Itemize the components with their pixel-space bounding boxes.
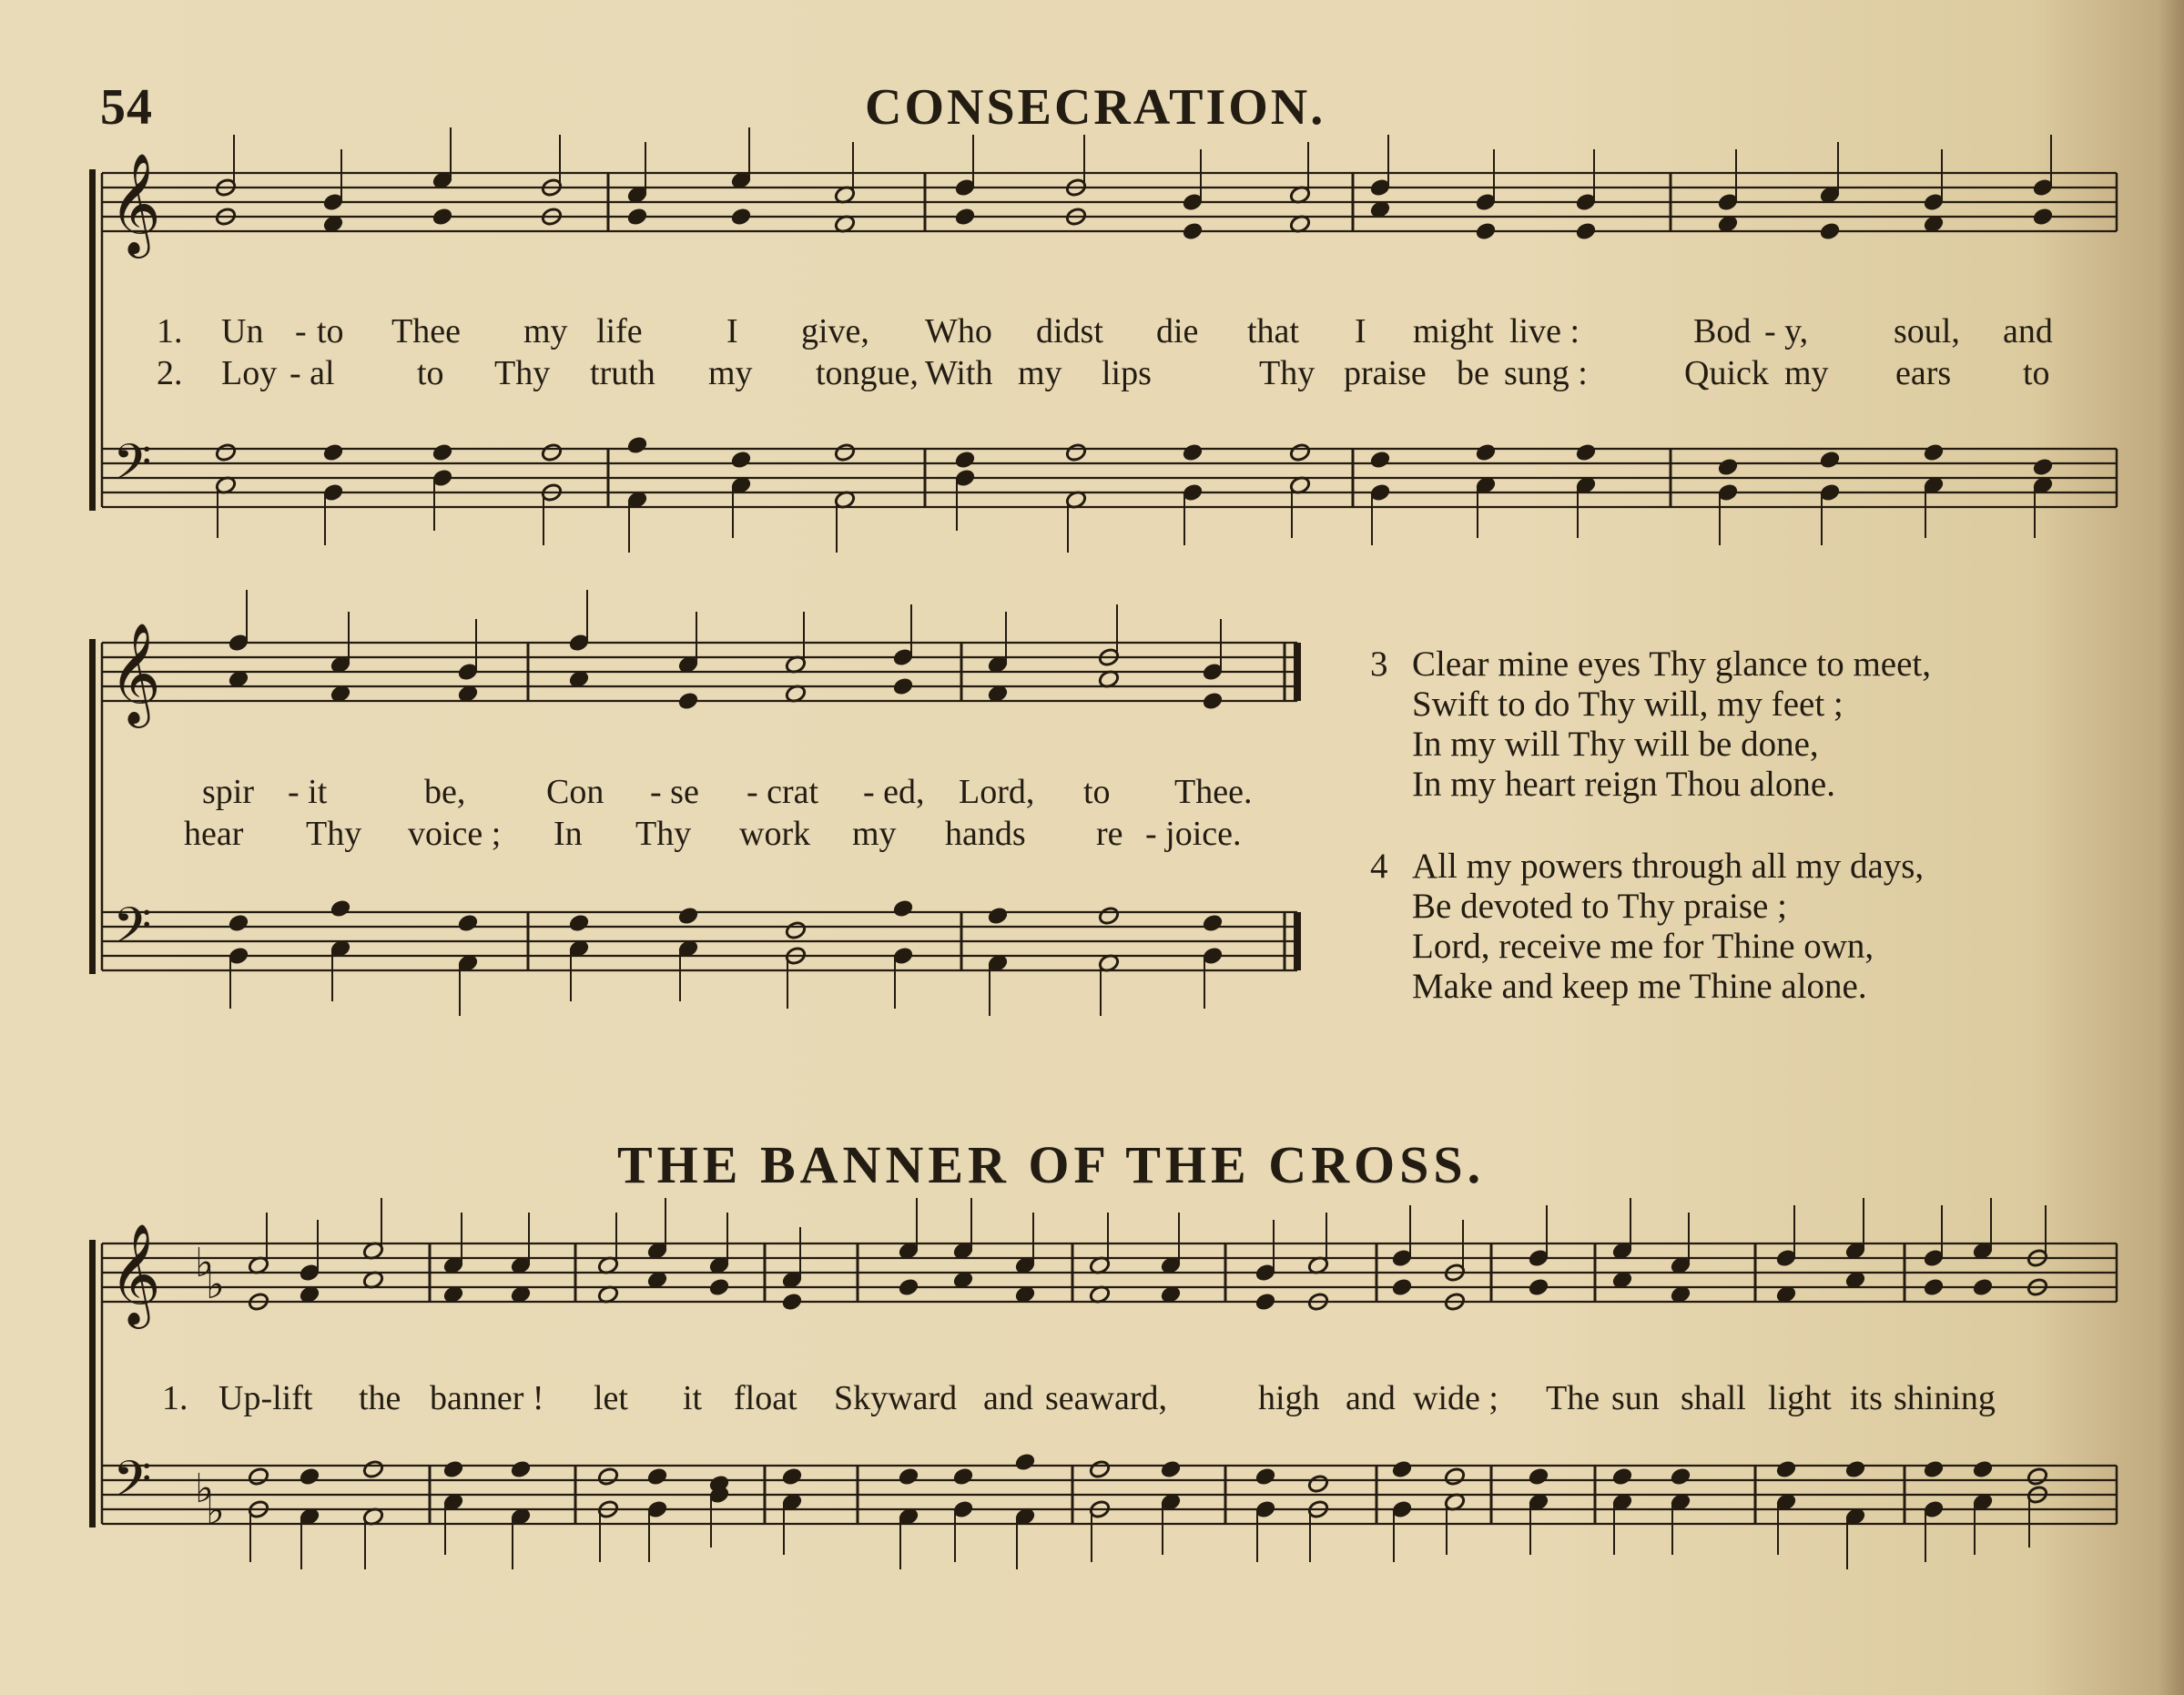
lyric-syllable: to: [2023, 354, 2050, 392]
lyric-syllable: my: [1018, 354, 1062, 392]
half-note: [785, 920, 807, 940]
lyric-syllable: light: [1768, 1379, 1832, 1417]
half-note: [215, 442, 237, 462]
lyric-syllable: let: [594, 1379, 628, 1417]
lyric-syllable: re: [1096, 815, 1123, 853]
lyric-syllable: I: [1355, 312, 1366, 350]
lyric-syllable: shall: [1681, 1379, 1746, 1417]
lyric-syllable: Thy: [635, 815, 692, 853]
quarter-note: [1717, 457, 1739, 477]
lyric-syllable: my: [852, 815, 897, 853]
quarter-note: [228, 913, 249, 933]
quarter-note: [2032, 207, 2054, 227]
quarter-note: [1014, 1452, 1036, 1472]
quarter-note: [457, 913, 479, 933]
quarter-note: [299, 1467, 320, 1487]
quarter-note: [432, 207, 453, 227]
quarter-note: [1182, 442, 1204, 462]
quarter-note: [730, 450, 752, 470]
lyric-syllable: - y,: [1764, 312, 1809, 350]
lyric-syllable: - joice.: [1145, 815, 1242, 853]
quarter-note: [730, 207, 752, 227]
quarter-note: [1819, 450, 1841, 470]
lyric-syllable: Thy: [1259, 354, 1315, 392]
quarter-note: [626, 207, 648, 227]
stanza-line: In my heart reign Thou alone.: [1412, 765, 1835, 804]
system-brace: [89, 169, 96, 511]
half-note: [1289, 442, 1311, 462]
lyric-syllable: work: [739, 815, 811, 853]
half-note: [2027, 1467, 2048, 1487]
half-note: [1089, 1459, 1111, 1479]
quarter-note: [1923, 1277, 1945, 1297]
quarter-note: [954, 207, 976, 227]
quarter-note: [898, 1277, 919, 1297]
half-note: [541, 442, 563, 462]
lyric-syllable: praise: [1344, 354, 1427, 392]
bass-clef-icon: 𝄢: [113, 433, 152, 503]
lyric-syllable: hands: [945, 815, 1026, 853]
flat-sign-icon: ♭: [195, 1240, 214, 1286]
quarter-note: [1202, 691, 1224, 711]
lyric-syllable: banner !: [430, 1379, 544, 1417]
quarter-note: [892, 676, 914, 696]
lyric-syllable: my: [523, 312, 568, 350]
lyric-syllable: seaward,: [1045, 1379, 1167, 1417]
half-note: [248, 1467, 269, 1487]
quarter-note: [1972, 1277, 1994, 1297]
stanza-line: Clear mine eyes Thy glance to meet,: [1412, 645, 1931, 684]
lyric-syllable: Quick: [1684, 354, 1769, 392]
half-note: [1065, 442, 1087, 462]
flat-sign-icon: ♭: [206, 1487, 225, 1534]
quarter-note: [1923, 1459, 1945, 1479]
lyric-syllable: die: [1156, 312, 1199, 350]
lyric-syllable: - it: [288, 773, 328, 811]
lyric-syllable: - al: [290, 354, 335, 392]
quarter-note: [330, 898, 351, 919]
quarter-note: [1775, 1459, 1797, 1479]
lyric-syllable: - ed,: [863, 773, 925, 811]
quarter-note: [510, 1459, 532, 1479]
quarter-note: [952, 1467, 974, 1487]
stanza-line: Swift to do Thy will, my feet ;: [1412, 685, 1844, 724]
quarter-note: [1255, 1292, 1276, 1312]
lyric-syllable: tongue,: [816, 354, 919, 392]
lyric-syllable: the: [359, 1379, 401, 1417]
lyric-syllable: to: [1083, 773, 1111, 811]
lyric-syllable: and: [983, 1379, 1033, 1417]
system-brace: [89, 1240, 96, 1528]
stanza-number: 4: [1370, 847, 1388, 886]
quarter-note: [2032, 457, 2054, 477]
lyric-syllable: - se: [650, 773, 699, 811]
lyric-syllable: give,: [801, 312, 869, 350]
quarter-note: [1202, 913, 1224, 933]
quarter-note: [892, 898, 914, 919]
lyric-syllable: I: [726, 312, 738, 350]
treble-clef-icon: 𝄞: [109, 622, 161, 724]
quarter-note: [646, 1467, 668, 1487]
quarter-note: [442, 1459, 464, 1479]
stanza-line: Be devoted to Thy praise ;: [1412, 887, 1787, 926]
lyric-syllable: Thy: [494, 354, 551, 392]
quarter-note: [1182, 221, 1204, 241]
quarter-note: [1575, 442, 1597, 462]
lyric-syllable: 1.: [162, 1379, 188, 1417]
lyric-syllable: -: [295, 312, 307, 350]
lyric-syllable: to: [417, 354, 444, 392]
quarter-note: [1391, 1459, 1413, 1479]
stanza-number: 3: [1370, 645, 1388, 684]
lyric-syllable: 2.: [157, 354, 183, 392]
lyric-syllable: life: [596, 312, 643, 350]
lyric-syllable: truth: [590, 354, 655, 392]
lyric-syllable: hear: [184, 815, 244, 853]
half-note: [1098, 906, 1120, 926]
lyric-syllable: Lord,: [959, 773, 1035, 811]
quarter-note: [1160, 1459, 1182, 1479]
half-note: [834, 442, 856, 462]
quarter-note: [1528, 1467, 1549, 1487]
page-number: 54: [100, 79, 153, 136]
lyric-syllable: sung :: [1504, 354, 1588, 392]
lyric-syllable: Un: [221, 312, 264, 350]
flat-sign-icon: ♭: [206, 1262, 225, 1308]
lyric-syllable: that: [1247, 312, 1299, 350]
quarter-note: [1844, 1459, 1866, 1479]
quarter-note: [677, 906, 699, 926]
quarter-note: [954, 450, 976, 470]
lyric-syllable: soul,: [1894, 312, 1960, 350]
quarter-note: [677, 691, 699, 711]
lyric-syllable: - crat: [747, 773, 819, 811]
quarter-note: [781, 1467, 803, 1487]
lyric-syllable: Thee: [391, 312, 461, 350]
hymn-title-banner-of-the-cross: THE BANNER OF THE CROSS.: [617, 1135, 1486, 1194]
stanza-line: All my powers through all my days,: [1412, 847, 1925, 886]
lyric-syllable: it: [683, 1379, 703, 1417]
quarter-note: [432, 442, 453, 462]
quarter-note: [626, 435, 648, 455]
lyric-syllable: lips: [1102, 354, 1152, 392]
lyric-syllable: and: [1346, 1379, 1396, 1417]
lyric-syllable: Skyward: [834, 1379, 958, 1417]
lyric-syllable: Thee.: [1174, 773, 1253, 811]
quarter-note: [1611, 1467, 1633, 1487]
quarter-note: [1575, 221, 1597, 241]
quarter-note: [568, 913, 590, 933]
quarter-note: [1670, 1467, 1691, 1487]
lyric-syllable: With: [925, 354, 993, 392]
lyric-syllable: The: [1546, 1379, 1600, 1417]
lyric-syllable: In: [554, 815, 583, 853]
hymn-title-consecration: CONSECRATION.: [865, 79, 1326, 136]
quarter-note: [1972, 1459, 1994, 1479]
quarter-note: [1369, 450, 1391, 470]
lyric-syllable: live :: [1509, 312, 1580, 350]
treble-clef-icon: 𝄞: [109, 152, 161, 254]
lyric-syllable: and: [2003, 312, 2053, 350]
lyric-syllable: Up-lift: [218, 1379, 313, 1417]
lyric-syllable: my: [1784, 354, 1829, 392]
lyric-syllable: be,: [424, 773, 466, 811]
system-brace: [89, 639, 96, 974]
lyric-syllable: sun: [1611, 1379, 1660, 1417]
quarter-note: [708, 1277, 730, 1297]
bass-clef-icon: 𝄢: [113, 897, 152, 967]
lyric-syllable: Who: [925, 312, 992, 350]
quarter-note: [1391, 1277, 1413, 1297]
quarter-note: [898, 1467, 919, 1487]
lyric-syllable: Bod: [1693, 312, 1752, 350]
lyric-syllable: might: [1413, 312, 1494, 350]
lyric-syllable: spir: [202, 773, 254, 811]
quarter-note: [987, 906, 1009, 926]
quarter-note: [1475, 442, 1497, 462]
half-note: [1307, 1474, 1329, 1494]
lyric-syllable: float: [734, 1379, 797, 1417]
quarter-note: [781, 1292, 803, 1312]
half-note: [1444, 1467, 1466, 1487]
quarter-note: [1923, 442, 1945, 462]
lyric-syllable: be: [1457, 354, 1489, 392]
quarter-note: [1255, 1467, 1276, 1487]
stanza-line: Lord, receive me for Thine own,: [1412, 927, 1874, 966]
lyric-syllable: didst: [1036, 312, 1103, 350]
lyric-syllable: voice ;: [408, 815, 502, 853]
lyric-syllable: wide ;: [1413, 1379, 1498, 1417]
stanza-line: Make and keep me Thine alone.: [1412, 967, 1867, 1006]
lyric-syllable: Con: [546, 773, 604, 811]
quarter-note: [1528, 1277, 1549, 1297]
lyric-syllable: ears: [1895, 354, 1952, 392]
lyric-syllable: Thy: [306, 815, 362, 853]
quarter-note: [1819, 221, 1841, 241]
flat-sign-icon: ♭: [195, 1466, 214, 1512]
lyric-syllable: to: [317, 312, 344, 350]
lyric-syllable: 1.: [157, 312, 183, 350]
treble-clef-icon: 𝄞: [109, 1223, 161, 1325]
lyric-syllable: my: [708, 354, 753, 392]
lyric-syllable: its: [1850, 1379, 1883, 1417]
bass-clef-icon: 𝄢: [113, 1450, 152, 1520]
quarter-note: [1475, 221, 1497, 241]
lyric-syllable: high: [1258, 1379, 1320, 1417]
stanza-line: In my will Thy will be done,: [1412, 725, 1819, 764]
half-note: [597, 1467, 619, 1487]
lyric-syllable: shining: [1894, 1379, 1996, 1417]
lyric-syllable: Loy: [221, 354, 278, 392]
half-note: [362, 1459, 384, 1479]
quarter-note: [322, 442, 344, 462]
